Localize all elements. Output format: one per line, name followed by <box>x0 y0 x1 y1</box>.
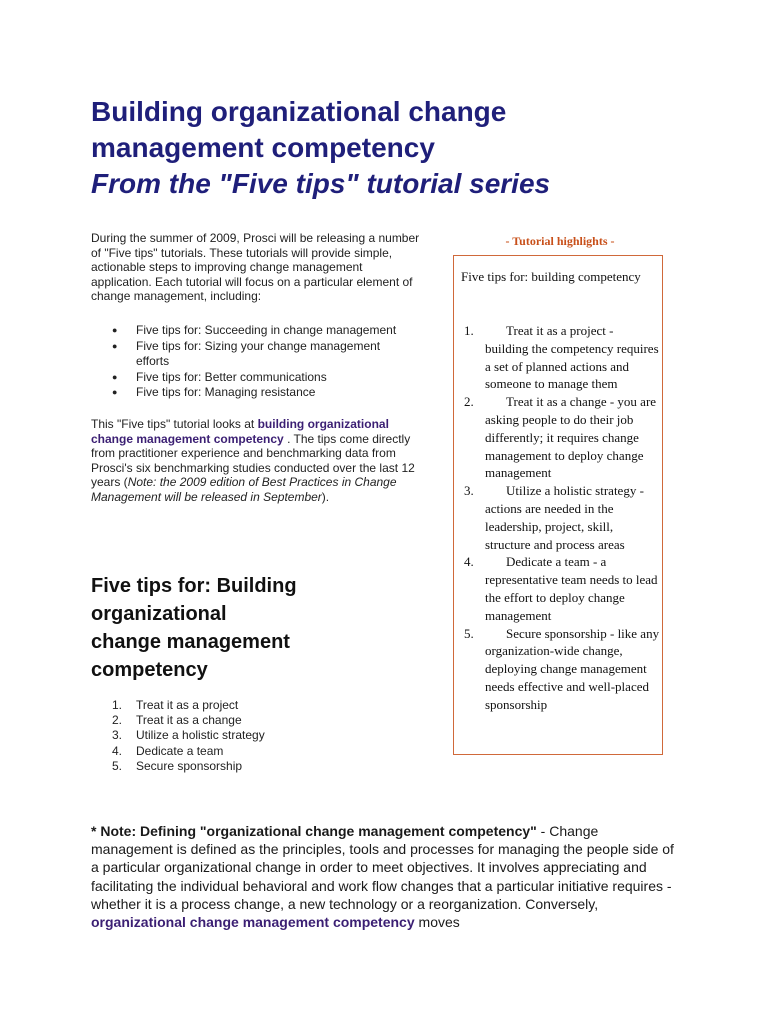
definition-note: * Note: Defining "organizational change management competency" - Change management is defined as the principles, tools and processes for managing the people side of a particular organizational change in order to meet objectives. It involves appreciating and facilitating the individual behavioral and work flow changes that a particular initiative requires - whether it is a process change, a new technology or a reorganization. Conversely, organizational change management competency moves <box>91 823 674 931</box>
section-heading: Five tips for: Building organizational change management competency <box>91 575 297 681</box>
page-title <box>91 94 711 202</box>
list-item: 4. Dedicate a team <box>112 743 224 758</box>
list-item: 3. Utilize a holistic strategy <box>112 728 265 743</box>
bullet-icon: ● <box>112 325 118 335</box>
list-item: 3. Utilize a holistic strategy - actions are needed in the leadership, project, skill, structure and process areas <box>464 483 644 552</box>
list-item: 2. Treat it as a change <box>112 713 242 728</box>
intro-paragraph: During the summer of 2009, Prosci will be releasing a number of "Five tips" tutorials. These tutorials will provide simple, actionable steps to improving change management application. Each tutorial will focus on a particular element of change management, including: <box>91 231 420 304</box>
bullet-icon: ● <box>112 371 118 382</box>
list-item: 1. Treat it as a project - building the competency requires a set of planned actions and someone to manage them <box>464 323 659 392</box>
competency-link[interactable]: building organizational change management competency <box>91 417 389 446</box>
bullet-icon: ● <box>112 387 118 397</box>
page-subtitle: From the "Five tips" tutorial series <box>91 168 551 199</box>
list-item: 2. Treat it as a change - you are asking people to do their job differently; it requires change management to deploy change management <box>464 394 657 481</box>
tutorial-highlights-label: - Tutorial highlights - <box>505 234 615 248</box>
list-item: 4. Dedicate a team - a representative team needs to lead the effort to deploy change management <box>464 554 658 623</box>
note-label: * Note: Defining "organizational change management competency" <box>91 823 537 839</box>
list-item: 5. Secure sponsorship - like any organization-wide change, deploying change management needs effective and well-placed sponsorship <box>464 625 660 712</box>
tutorial-series-list <box>91 323 411 401</box>
list-item: ● Five tips for: Succeeding in change management <box>112 323 397 337</box>
tutorial-highlights-box <box>453 255 663 755</box>
list-item: 1. Treat it as a project <box>112 698 239 712</box>
list-item: ● Five tips for: Better communications <box>112 369 327 384</box>
title-line-1: Building organizational change <box>91 96 507 127</box>
list-item: ● Five tips for: Managing resistance <box>112 385 316 399</box>
list-item: ● Five tips for: Sizing your change management efforts <box>112 338 381 368</box>
competency-link-2[interactable]: organizational change management competency <box>91 914 415 931</box>
title-line-2: management competency <box>91 132 435 163</box>
five-tips-list <box>91 698 391 774</box>
list-item: 5. Secure sponsorship <box>112 758 243 773</box>
tutorial-description: This "Five tips" tutorial looks at building organizational change management competency . The tips come directly from practitioner experience and benchmarking data from Prosci's six benchmarking studies conducted over the last 12 years (Note: the 2009 edition of Best Practices in Change Management will be released in September). <box>91 417 415 504</box>
highlights-intro: Five tips for: building competency <box>461 269 641 284</box>
highlights-list <box>464 322 660 714</box>
bullet-icon: ● <box>112 340 118 351</box>
